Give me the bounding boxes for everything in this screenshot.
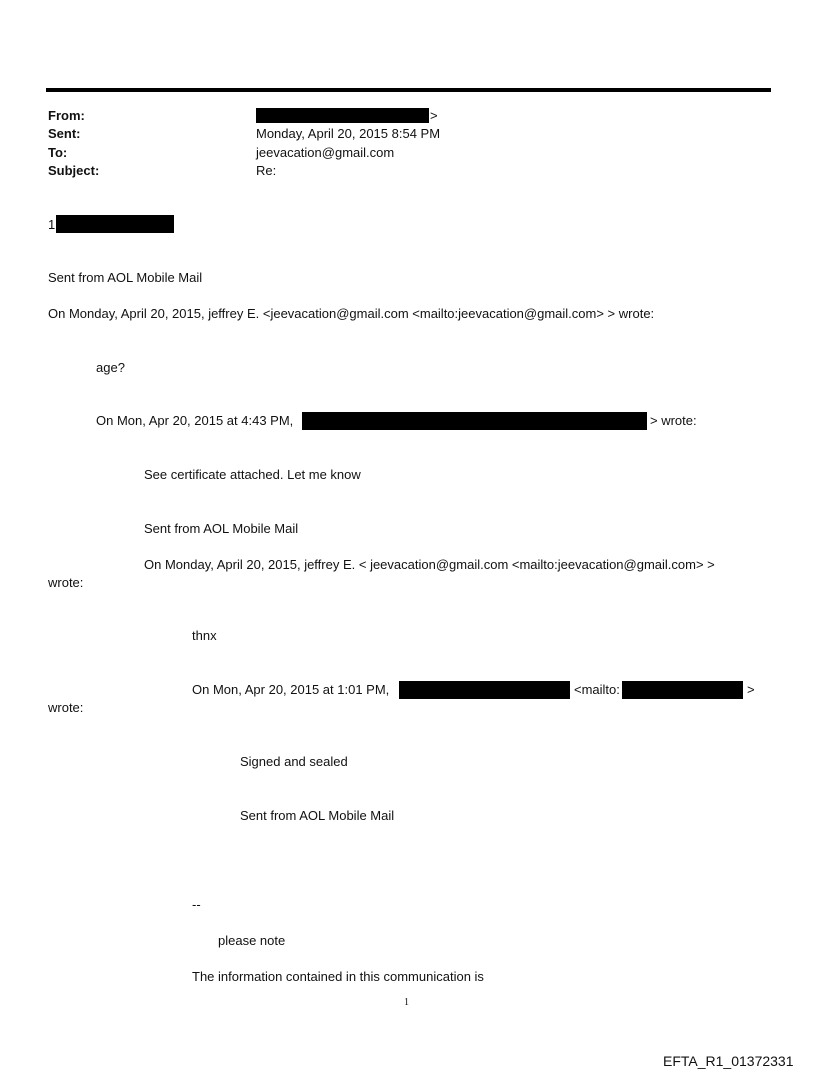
signature-aol-2: Sent from AOL Mobile Mail [144, 521, 299, 536]
quote-header-4-mailto: <mailto: [574, 682, 620, 697]
signature-aol-3: Sent from AOL Mobile Mail [240, 808, 395, 823]
quote-header-2-suffix: > wrote: [650, 413, 697, 428]
signature-separator: -- [192, 897, 201, 912]
to-value: jeevacation@gmail.com [256, 145, 395, 160]
quote-header-3-line1: On Monday, April 20, 2015, jeffrey E. < jeevacation@gmail.com <mailto:jeevacation@gmail.com> > [144, 557, 715, 572]
subject-label: Subject: [48, 163, 100, 178]
body-line-prefix: 1 [48, 217, 56, 232]
sent-value: Monday, April 20, 2015 8:54 PM [256, 126, 441, 141]
message-certificate: See certificate attached. Let me know [144, 467, 361, 482]
message-age: age? [96, 360, 125, 375]
quote-header-1: On Monday, April 20, 2015, jeffrey E. <jeevacation@gmail.com <mailto:jeevacation@gmail.com> > wrote: [48, 306, 655, 321]
quote-header-4-suffix: > [747, 682, 755, 697]
from-value-suffix: > [430, 108, 438, 123]
disclaimer-text: The information contained in this communication is [192, 969, 484, 984]
to-label: To: [48, 145, 68, 160]
redacted-sender [256, 108, 429, 123]
signature-aol-1: Sent from AOL Mobile Mail [48, 270, 203, 285]
document-id: EFTA_R1_01372331 [663, 1053, 794, 1069]
quote-header-4-prefix: On Mon, Apr 20, 2015 at 1:01 PM, [192, 682, 390, 697]
message-thnx: thnx [192, 628, 217, 643]
please-note-text: please note [218, 933, 286, 948]
quote-header-4-line2: wrote: [48, 700, 84, 715]
redacted-quote-4-email [622, 681, 743, 699]
page-number: 1 [404, 997, 409, 1008]
sent-label: Sent: [48, 126, 81, 141]
header-rule [46, 88, 771, 92]
redacted-quote-2-sender [302, 412, 647, 430]
message-signed: Signed and sealed [240, 754, 348, 769]
from-label: From: [48, 108, 85, 123]
redacted-body-text [56, 215, 174, 233]
quote-header-2-prefix: On Mon, Apr 20, 2015 at 4:43 PM, [96, 413, 294, 428]
quote-header-3-line2: wrote: [48, 575, 84, 590]
subject-value: Re: [256, 163, 277, 178]
redacted-quote-4-sender [399, 681, 570, 699]
